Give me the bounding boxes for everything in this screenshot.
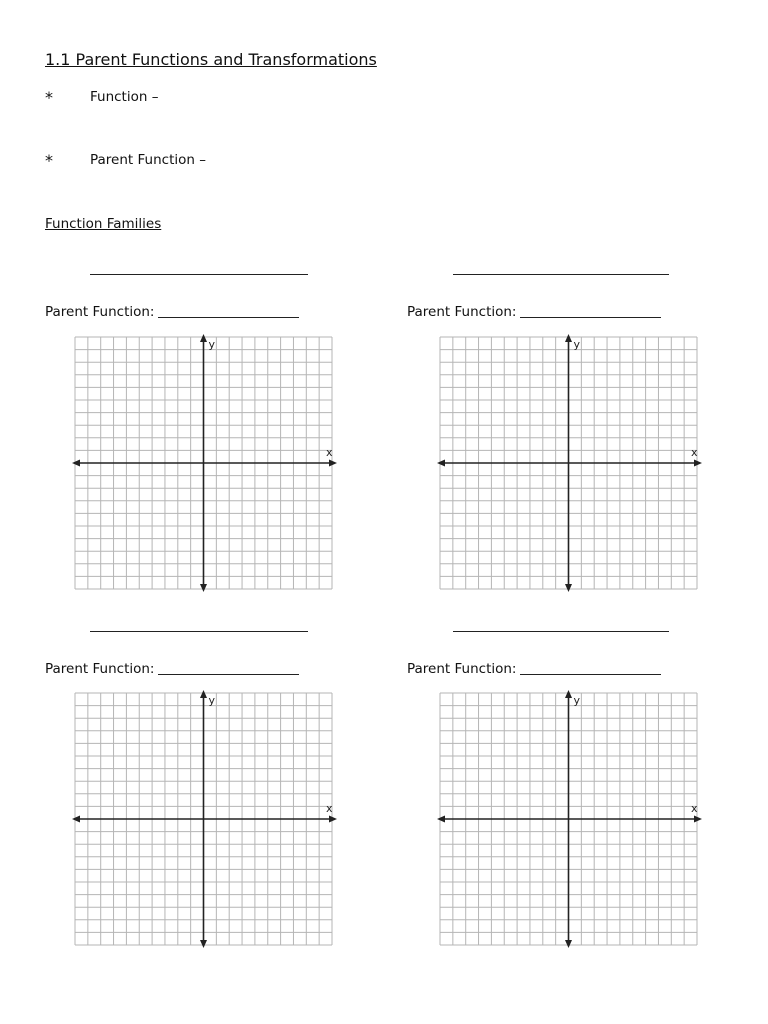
x-axis-label: x xyxy=(326,802,333,815)
x-axis-arrow-left xyxy=(72,816,80,823)
parent-function-label: Parent Function: xyxy=(407,661,517,677)
y-axis-arrow-up xyxy=(200,334,207,342)
x-axis-label: x xyxy=(691,802,698,815)
x-axis-label: x xyxy=(691,446,698,459)
graph-svg xyxy=(72,690,338,948)
parent-function-label: Parent Function: xyxy=(45,304,155,320)
x-axis-arrow-left xyxy=(437,816,445,823)
family-name-blank[interactable] xyxy=(453,631,669,632)
parent-function-blank[interactable] xyxy=(158,674,299,675)
parent-function-label: Parent Function: xyxy=(407,304,517,320)
graph-svg xyxy=(72,334,338,592)
bullet-marker: * xyxy=(45,88,53,107)
parent-function-field xyxy=(407,661,661,677)
y-axis-arrow-up xyxy=(565,334,572,342)
y-axis-label: y xyxy=(573,694,581,707)
x-axis-arrow-right xyxy=(694,460,702,467)
y-axis-arrow-up xyxy=(200,690,207,698)
y-axis-label: y xyxy=(208,694,216,707)
y-axis-arrow-down xyxy=(200,584,207,592)
y-axis-label: y xyxy=(573,338,581,351)
parent-function-field xyxy=(45,661,299,677)
x-axis-arrow-right xyxy=(329,460,337,467)
worksheet-title: 1.1 Parent Functions and Transformations xyxy=(45,50,377,69)
x-axis-arrow-left xyxy=(72,460,80,467)
y-axis-arrow-down xyxy=(200,940,207,948)
graph-svg xyxy=(437,334,703,592)
coordinate-grid[interactable] xyxy=(72,690,338,948)
family-name-blank[interactable] xyxy=(90,274,308,275)
y-axis-label: y xyxy=(208,338,216,351)
parent-function-blank[interactable] xyxy=(520,674,661,675)
family-name-blank[interactable] xyxy=(453,274,669,275)
bullet-marker: * xyxy=(45,151,53,170)
coordinate-grid[interactable] xyxy=(437,334,703,592)
definition-function-term: Function – xyxy=(90,89,159,105)
x-axis-arrow-right xyxy=(694,816,702,823)
coordinate-grid[interactable] xyxy=(437,690,703,948)
x-axis-arrow-left xyxy=(437,460,445,467)
y-axis-arrow-up xyxy=(565,690,572,698)
family-name-blank[interactable] xyxy=(90,631,308,632)
graph-svg xyxy=(437,690,703,948)
section-heading: Function Families xyxy=(45,216,162,232)
parent-function-field xyxy=(45,304,299,320)
axes xyxy=(72,334,337,592)
coordinate-grid[interactable] xyxy=(72,334,338,592)
definition-parent-function-term: Parent Function – xyxy=(90,152,206,168)
y-axis-arrow-down xyxy=(565,940,572,948)
axes xyxy=(437,690,702,948)
x-axis-arrow-right xyxy=(329,816,337,823)
parent-function-blank[interactable] xyxy=(158,317,299,318)
axes xyxy=(72,690,337,948)
parent-function-blank[interactable] xyxy=(520,317,661,318)
parent-function-label: Parent Function: xyxy=(45,661,155,677)
x-axis-label: x xyxy=(326,446,333,459)
axes xyxy=(437,334,702,592)
parent-function-field xyxy=(407,304,661,320)
y-axis-arrow-down xyxy=(565,584,572,592)
